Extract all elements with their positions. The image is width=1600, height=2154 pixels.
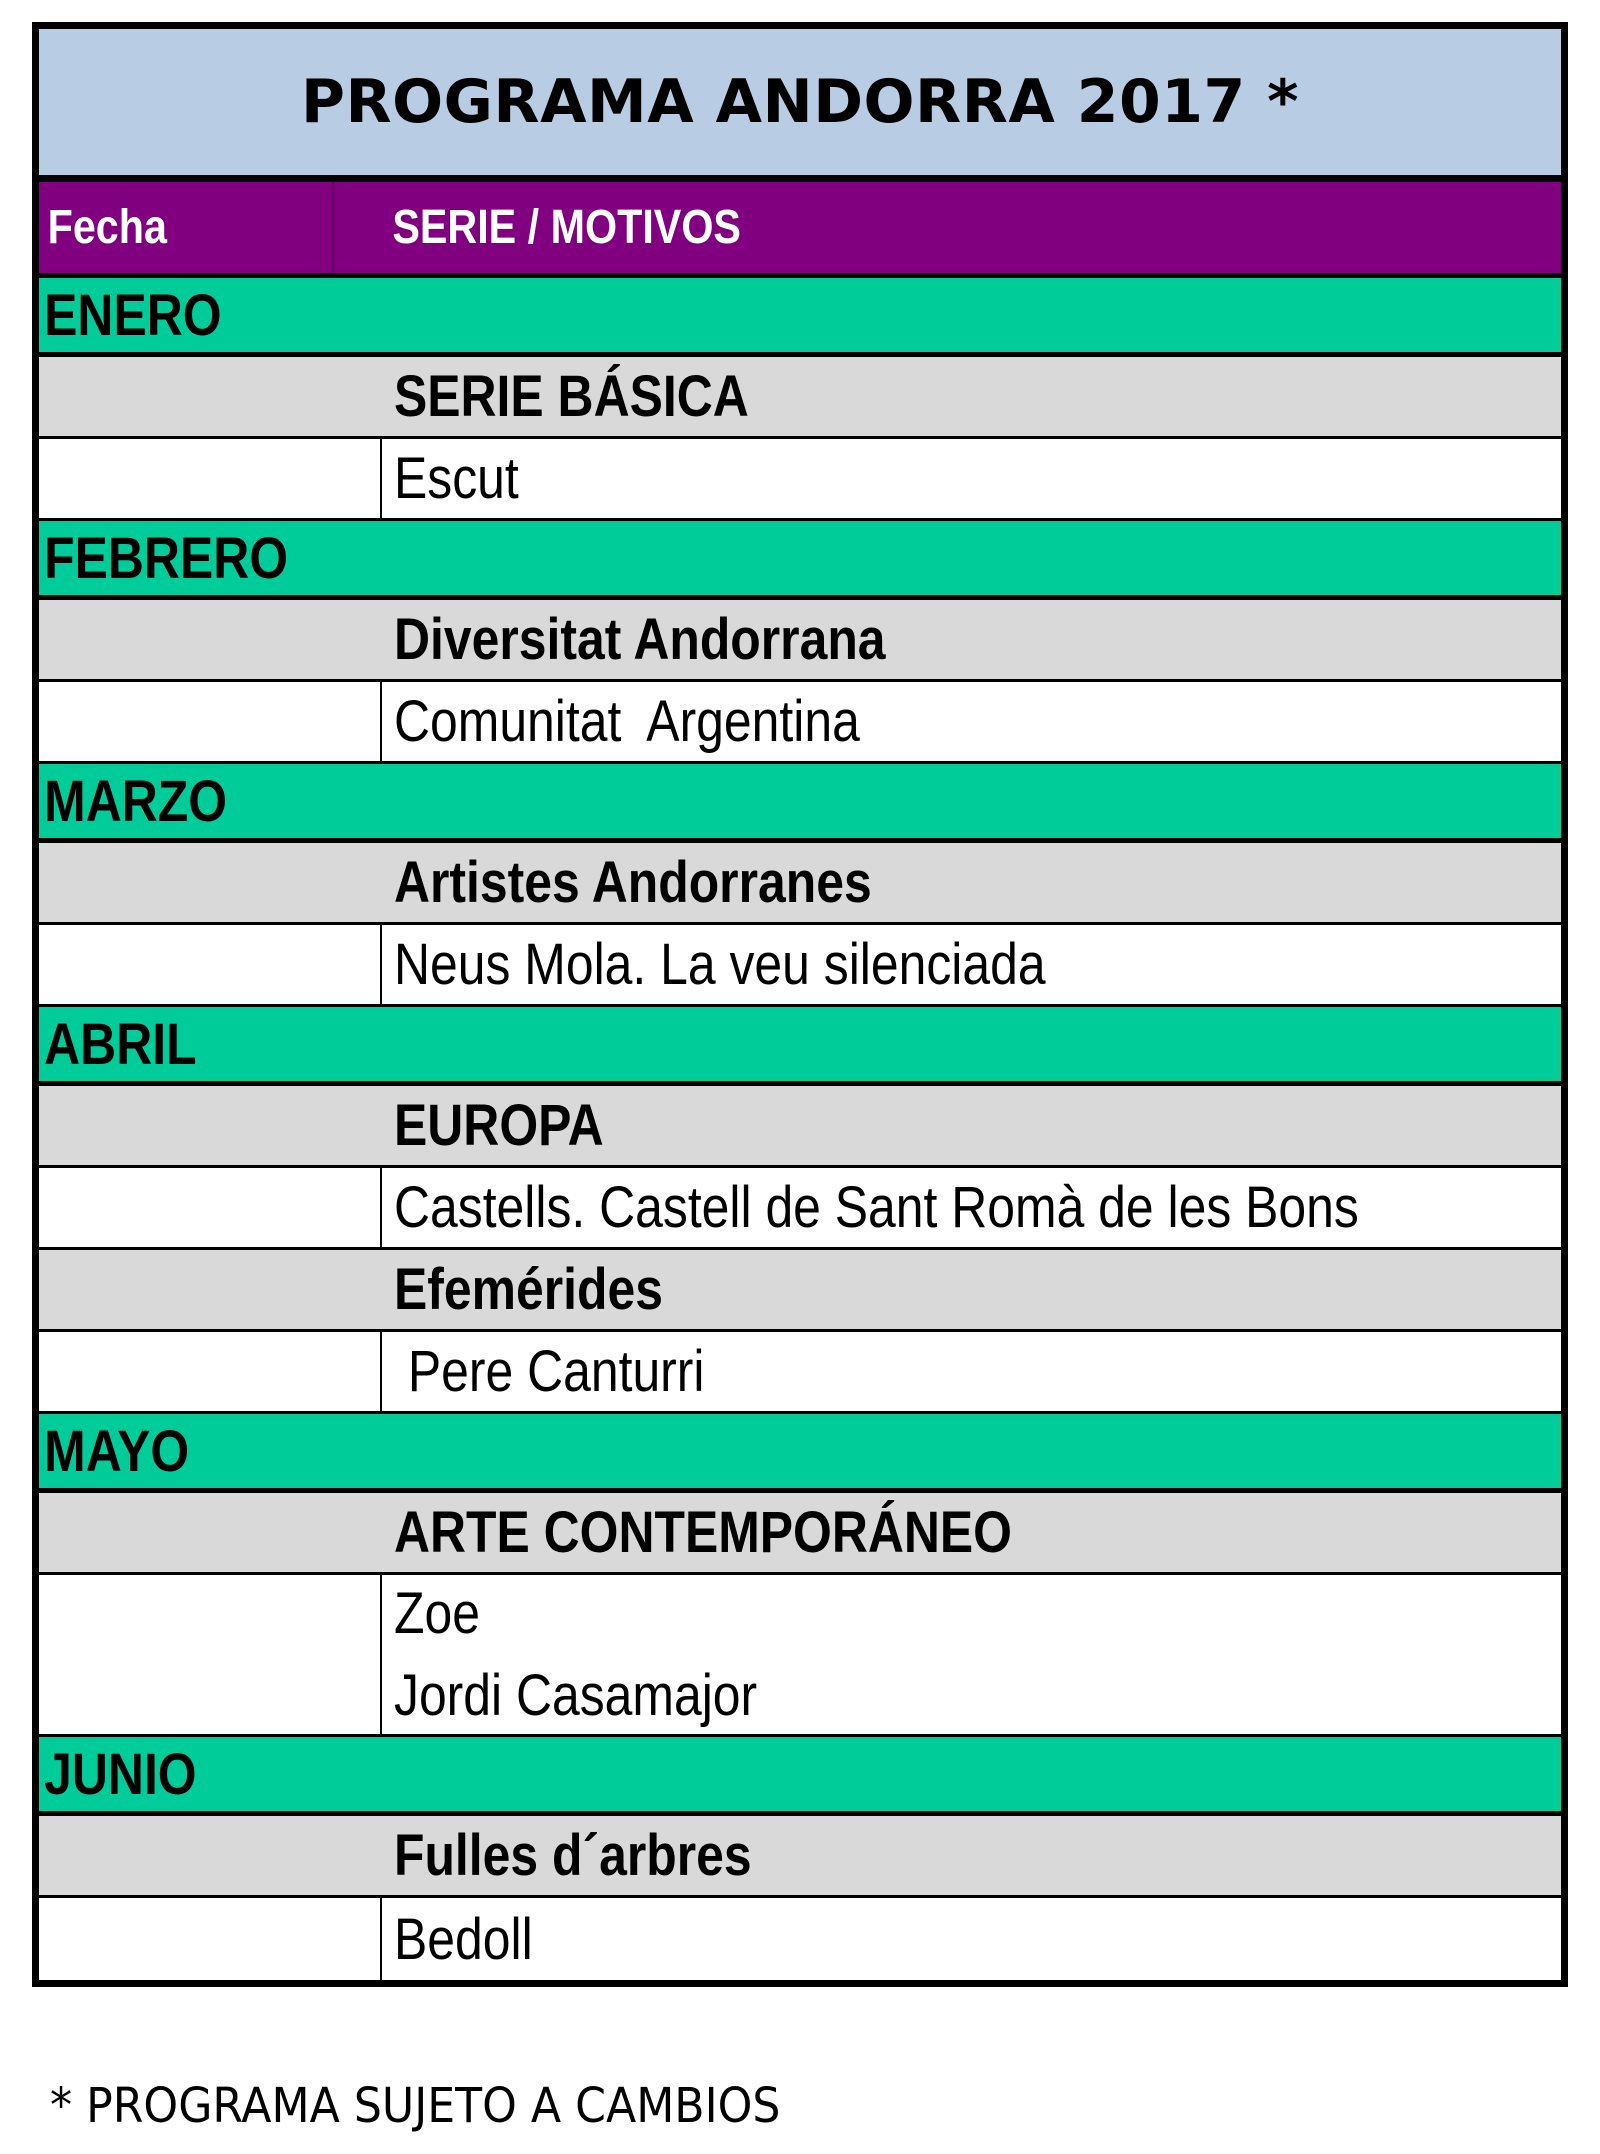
program-table [32,22,1568,1987]
fecha-cell [39,1332,382,1411]
month-label: JUNIO [44,1741,197,1807]
series-name: Fulles d´arbres [394,1823,752,1888]
fecha-cell [39,600,382,679]
motif-row [39,682,1561,764]
month-row-junio [39,1737,1561,1816]
month-row-febrero [39,521,1561,600]
motif-name: Neus Mola. La veu silenciada [394,932,1046,997]
series-name: Diversitat Andorrana [394,607,886,672]
fecha-cell [39,1816,382,1895]
motif-row [39,1898,1561,1980]
fecha-cell [39,1250,382,1329]
fecha-cell [39,1086,382,1165]
series-name: ARTE CONTEMPORÁNEO [394,1500,1012,1565]
header-fecha: Fecha [39,182,334,273]
series-row [39,1816,1561,1898]
month-row-enero [39,278,1561,357]
month-label: ENERO [44,282,222,348]
motif-name: Comunitat Argentina [394,689,860,754]
motif-name: Escut [394,446,519,511]
motif-name: Castells. Castell de Sant Romà de les Bons [394,1175,1359,1240]
fecha-cell [39,1168,382,1247]
month-label: FEBRERO [44,525,289,591]
series-row [39,600,1561,682]
motif-row [39,439,1561,521]
header-serie-motivos: SERIE / MOTIVOS [392,201,741,254]
series-row [39,357,1561,439]
month-row-abril [39,1007,1561,1086]
motif-name: Zoe Jordi Casamajor [394,1580,758,1728]
footnote: * PROGRAMA SUJETO A CAMBIOS [50,2078,781,2134]
fecha-cell [39,1575,382,1734]
series-name: Efemérides [394,1257,663,1322]
series-name: Artistes Andorranes [394,850,872,915]
series-name: SERIE BÁSICA [394,364,749,429]
motif-row [39,1332,1561,1414]
fecha-cell [39,357,382,436]
series-row [39,1086,1561,1168]
month-label: ABRIL [44,1011,197,1077]
month-row-mayo [39,1414,1561,1493]
series-row [39,843,1561,925]
motif-row [39,1168,1561,1250]
series-name: EUROPA [394,1093,604,1158]
motif-name: Pere Canturri [394,1339,705,1404]
fecha-cell [39,1493,382,1572]
fecha-cell [39,925,382,1004]
fecha-cell [39,843,382,922]
fecha-cell [39,439,382,518]
motif-row [39,925,1561,1007]
table-title: PROGRAMA ANDORRA 2017 * [39,29,1561,182]
month-label: MARZO [44,768,228,834]
fecha-cell [39,1898,382,1980]
series-row [39,1493,1561,1575]
month-label: MAYO [44,1418,190,1484]
fecha-cell [39,682,382,761]
motif-row [39,1575,1561,1737]
month-row-marzo [39,764,1561,843]
motif-name: Bedoll [394,1906,533,1972]
series-row [39,1250,1561,1332]
table-header-row [39,182,1561,278]
